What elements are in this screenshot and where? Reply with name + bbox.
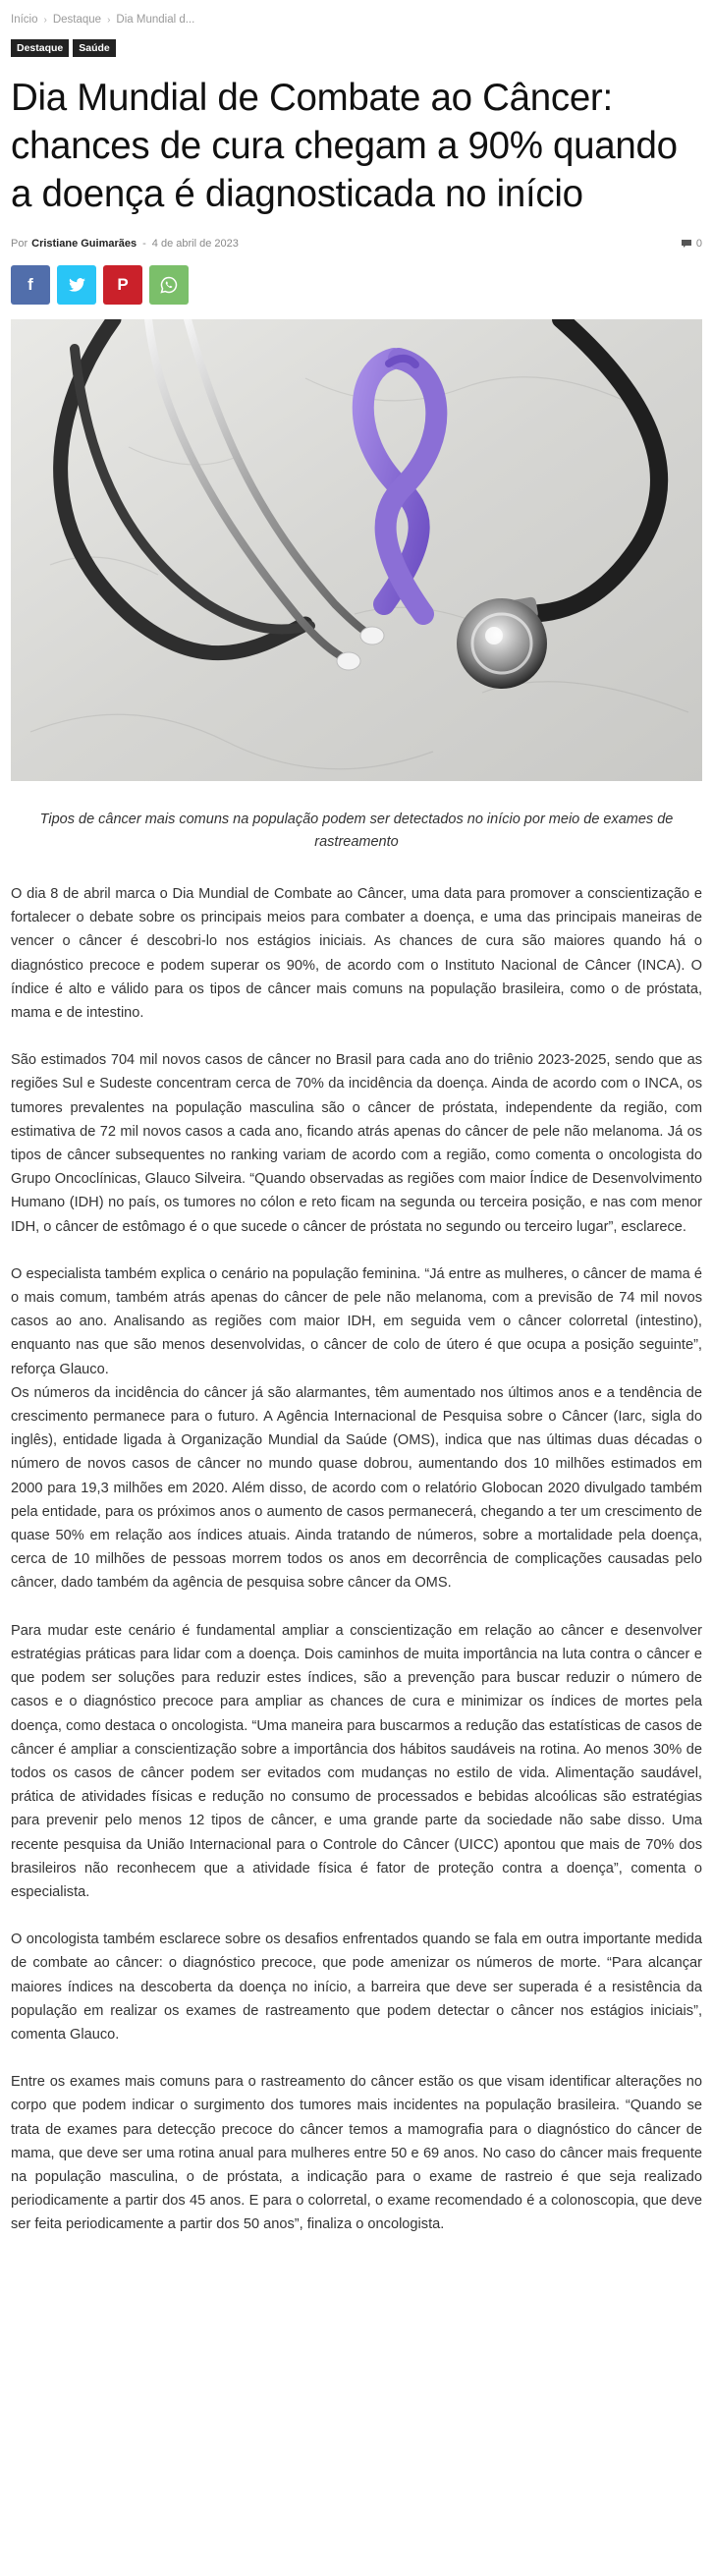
hero-image-art (11, 319, 702, 781)
pinterest-icon: P (117, 275, 129, 294)
breadcrumb-home-link[interactable]: Início (11, 14, 38, 26)
paragraph: O oncologista também esclarece sobre os desafios enfrentados quando se fala em outra importante medida de combate ao câncer: o diagnóstico precoce, que pode amenizar os números de morte. “Para alcançar maiores índices na descoberta da doença no início, a barreira que deve ser superada é a resistência da população em realizar os exames de rastreamento que podem detectar o câncer nos estágios iniciais”, comenta Glauco. (11, 1932, 702, 2043)
paragraph: Entre os exames mais comuns para o rastreamento do câncer estão os que visam identificar alterações no corpo que podem indicar o surgimento dos tumores mais incidentes na população brasileira. “Quando se trata de exames para detecção precoce do câncer temos a mamografia para o diagnóstico do câncer de mama, que deve ser uma rotina anual para mulheres entre 50 e 69 anos. No caso do câncer mais frequente na população masculina, o de próstata, a indicação para o exame de rastreio é que seja realizado periodicamente a partir dos 45 anos. E para o colorretal, o exame recomendado é a colonoscopia, que deve ser feita periodicamente a partir dos 50 anos”, finaliza o oncologista. (11, 2074, 702, 2233)
category-tag-saude[interactable]: Saúde (73, 39, 116, 57)
chevron-right-icon: › (43, 14, 47, 26)
whatsapp-icon (160, 276, 178, 294)
article-title: Dia Mundial de Combate ao Câncer: chances de cura chegam a 90% quando a doença é diagnosticada no início (11, 77, 678, 215)
category-tag-destaque[interactable]: Destaque (11, 39, 69, 57)
breadcrumb (11, 0, 702, 26)
breadcrumb-current: Dia Mundial d... (116, 14, 195, 26)
paragraph: O dia 8 de abril marca o Dia Mundial de Combate ao Câncer, uma data para promover a conscientização e fortalecer o debate sobre os principais meios para combater a doença, e uma das principais maneiras de vencer o câncer é descobri-lo nos estágios iniciais. As chances de cura são maiores quando há o diagnóstico precoce e podem superar os 90%, de acordo com o Instituto Nacional de Câncer (INCA). O índice é alto e válido para os tipos de câncer mais comuns na população brasileira, como o de próstata, mama e de intestino. (11, 886, 702, 1022)
share-whatsapp-button[interactable] (149, 265, 189, 305)
hero-image (11, 319, 702, 781)
share-buttons (11, 265, 702, 305)
comments-link[interactable] (681, 238, 702, 250)
paragraph: Os números da incidência do câncer já são alarmantes, têm aumentado nos últimos anos e a tendência de crescimento permanece para o futuro. A Agência Internacional de Pesquisa sobre o Câncer (Iarc, sigla do inglês), entidade ligada à Organização Mundial da Saúde (OMS), indica que nas últimas duas décadas o número de novos casos de câncer no mundo quase dobrou, aumentando dos 10 milhões estimados em 2000 para 19,3 milhões em 2020. Além disso, de acordo com o relatório Globocan 2020 divulgado também pela entidade, para os próximos anos o aumento de casos permanecerá, chegando a ter um crescimento de quase 50% em relação aos índices atuais. Ainda tratando de números, sobre a mortalidade pela doença, cerca de 10 milhões de pessoas morrem todos os anos em decorrência de complicações causadas pelo câncer, dado também da agência de pesquisa sobre câncer da OMS. (11, 1384, 702, 1592)
comment-count: 0 (695, 238, 702, 250)
paragraph: Para mudar este cenário é fundamental ampliar a conscientização em relação ao câncer e desenvolver estratégias práticas para lidar com a doença. Dois caminhos de muita importância na luta contra o câncer e que podem ser soluções para reduzir estes índices, são a prevenção para buscar reduzir o número de casos e o diagnóstico precoce para ampliar as chances de cura e minimizar os índices de mortes pela doença, como destaca o oncologista. “Uma maneira para buscarmos a redução das estatísticas de casos de câncer é ampliar a conscientização sobre a importância dos hábitos saudáveis na rotina. Ao menos 30% de todos os casos de câncer podem ser evitados com mudanças no estilo de vida. Alimentação saudável, prática de atividades físicas e redução no consumo de processados e bebidas alcoólicas são estratégias para prevenir pelo menos 12 tipos de câncer, e uma grande parte da sociedade não sabe disso. Uma recente pesquisa da União Internacional para o Controle do Câncer (UICC) apontou que mais de 70% dos brasileiros não reconhecem que a atividade física é fator de proteção contra a doença”, comenta o especialista. (11, 1622, 702, 1900)
twitter-icon (69, 278, 85, 292)
share-twitter-button[interactable] (57, 265, 96, 305)
publish-date: 4 de abril de 2023 (151, 238, 239, 250)
facebook-icon: f (27, 275, 33, 294)
chevron-right-icon: › (107, 14, 111, 26)
author-link[interactable]: Cristiane Guimarães (31, 238, 137, 250)
image-caption: Tipos de câncer mais comuns na população podem ser detectados no início por meio de exames de rastreamento (39, 812, 674, 850)
meta-separator: - (142, 238, 146, 250)
share-pinterest-button[interactable] (103, 265, 142, 305)
comment-icon (681, 239, 692, 249)
paragraph: São estimados 704 mil novos casos de câncer no Brasil para cada ano do triênio 2023-2025, sendo que as regiões Sul e Sudeste concentram cerca de 70% da incidência da doença. Ainda de acordo com o INCA, os tumores prevalentes na população masculina são o câncer de próstata, independente da região, com estimativa de 72 mil novos casos a cada ano, ficando atrás apenas do câncer de pele não melanoma. Já os tipos de câncer subsequentes no ranking variam de acordo com a região, como comenta o oncologista do Grupo Oncoclínicas, Glauco Silveira. “Quando observadas as regiões com maior Índice de Desenvolvimento Humano (IDH) no país, os tumores no cólon e reto ficam na segunda ou terceira posição, e nas com menor IDH, o câncer de estômago é o que sucede o câncer de próstata no segundo ou terceiro lugar”, esclarece. (11, 1052, 702, 1235)
share-facebook-button[interactable] (11, 265, 50, 305)
paragraph: O especialista também explica o cenário na população feminina. “Já entre as mulheres, o câncer de mama é o mais comum, também atrás apenas do câncer de pele não melanoma, com a previsão de 74 mil novos casos ao ano. Analisando as regiões com maior IDH, em seguida vem o câncer colorretal (intestino), enquanto nas que são menos desenvolvidas, o câncer de colo de útero é que ocupa a posição seguinte”, reforça Glauco. (11, 1265, 702, 1377)
article-body (11, 882, 702, 2237)
by-label: Por (11, 238, 28, 250)
article-meta (11, 238, 702, 250)
breadcrumb-destaque-link[interactable]: Destaque (52, 14, 102, 26)
category-tags (11, 39, 702, 57)
